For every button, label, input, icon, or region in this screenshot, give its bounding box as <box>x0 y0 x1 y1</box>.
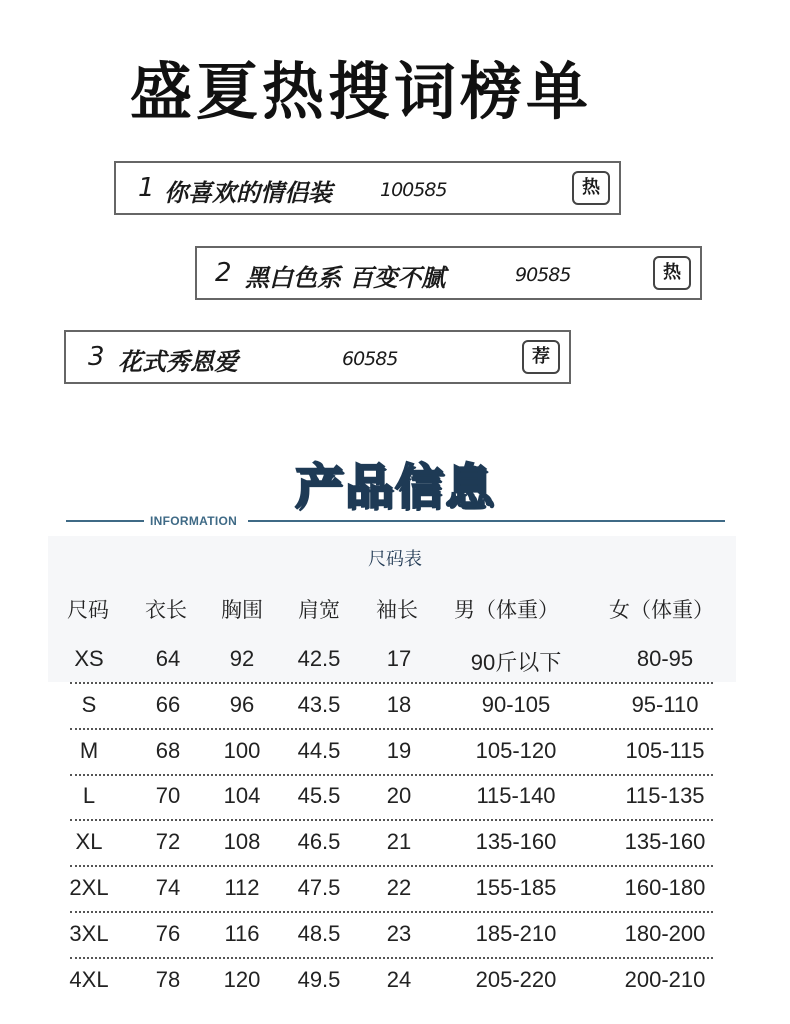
cell-size: 4XL <box>69 966 109 992</box>
cell-length: 76 <box>155 920 181 946</box>
cell-sleeve: 17 <box>386 646 412 671</box>
rank-number: 2 <box>215 258 232 288</box>
col-header-female-weight: 女（体重） <box>609 598 714 622</box>
rank-keyword: 你喜欢的情侣装 <box>164 179 332 207</box>
cell-shoulder: 44.5 <box>297 737 341 763</box>
cell-sleeve: 19 <box>386 737 412 763</box>
table-caption: 尺码表 <box>368 549 422 570</box>
cell-shoulder: 47.5 <box>297 875 341 900</box>
table-row <box>0 967 790 1013</box>
rank-keyword: 黑白色系 百变不腻 <box>245 264 446 292</box>
cell-male-weight: 90-105 <box>481 691 551 717</box>
col-header-length: 衣长 <box>145 598 187 622</box>
cell-size: 2XL <box>69 875 109 900</box>
cell-male-weight: 115-140 <box>476 783 556 809</box>
table-row <box>0 783 790 829</box>
cell-sleeve: 18 <box>386 691 412 717</box>
cell-male-weight: 205-220 <box>475 966 557 992</box>
rank-count: 100585 <box>380 179 447 201</box>
row-divider <box>70 957 713 959</box>
cell-male-weight: 155-185 <box>475 875 557 900</box>
cell-sleeve: 23 <box>386 920 412 946</box>
hot-tag-badge: 热 <box>572 171 610 205</box>
row-divider <box>70 682 713 684</box>
cell-chest: 120 <box>223 966 261 992</box>
cell-size: 3XL <box>69 920 109 946</box>
cell-size: S <box>81 691 97 717</box>
cell-sleeve: 20 <box>386 783 412 809</box>
rank-count: 90585 <box>515 264 571 286</box>
rank-number: 3 <box>88 342 105 372</box>
cell-female-weight: 180-200 <box>624 920 706 946</box>
page-title: 盛夏热搜词榜单 <box>130 55 593 128</box>
rank-count: 60585 <box>342 348 398 370</box>
col-header-male-weight: 男（体重） <box>454 598 559 622</box>
table-row <box>0 875 790 921</box>
row-divider <box>70 728 713 730</box>
cell-length: 72 <box>155 829 181 855</box>
row-divider <box>70 819 713 821</box>
cell-length: 74 <box>155 875 181 900</box>
hot-tag-badge: 热 <box>653 256 691 290</box>
cell-shoulder: 48.5 <box>297 920 341 946</box>
cell-male-weight: 90斤以下 <box>470 650 562 675</box>
cell-chest: 112 <box>224 875 260 900</box>
cell-shoulder: 42.5 <box>297 646 341 671</box>
cell-female-weight: 160-180 <box>624 875 706 900</box>
divider-left <box>66 520 144 522</box>
cell-chest: 96 <box>229 691 255 717</box>
table-row <box>0 692 790 738</box>
ranking-item-2 <box>195 246 702 300</box>
cell-size: L <box>82 783 96 809</box>
cell-chest: 104 <box>223 783 261 809</box>
col-header-size: 尺码 <box>67 598 109 622</box>
cell-shoulder: 45.5 <box>297 783 341 809</box>
rank-keyword: 花式秀恩爱 <box>118 348 238 376</box>
cell-size: XL <box>75 829 103 855</box>
col-header-sleeve: 袖长 <box>376 598 418 622</box>
cell-female-weight: 80-95 <box>636 646 694 671</box>
cell-female-weight: 105-115 <box>625 737 705 763</box>
cell-female-weight: 200-210 <box>624 966 706 992</box>
cell-chest: 100 <box>223 737 261 763</box>
table-row <box>0 738 790 784</box>
cell-sleeve: 24 <box>386 966 412 992</box>
cell-shoulder: 43.5 <box>297 691 341 717</box>
col-header-shoulder: 肩宽 <box>298 598 340 622</box>
cell-length: 68 <box>155 737 181 763</box>
cell-sleeve: 21 <box>386 829 412 855</box>
cell-male-weight: 135-160 <box>475 829 557 855</box>
row-divider <box>70 865 713 867</box>
cell-chest: 108 <box>223 829 261 855</box>
section-subtitle: INFORMATION <box>150 514 238 528</box>
cell-shoulder: 46.5 <box>297 829 341 855</box>
cell-chest: 116 <box>224 920 260 946</box>
rank-number: 1 <box>138 173 155 203</box>
col-header-chest: 胸围 <box>221 598 263 622</box>
row-divider <box>70 774 713 776</box>
cell-size: XS <box>74 646 104 671</box>
cell-sleeve: 22 <box>386 875 412 900</box>
table-row <box>0 921 790 967</box>
cell-length: 70 <box>155 783 181 809</box>
row-divider <box>70 911 713 913</box>
recommend-tag-badge: 荐 <box>522 340 560 374</box>
cell-male-weight: 105-120 <box>475 737 557 763</box>
table-row <box>0 646 790 692</box>
cell-chest: 92 <box>229 646 255 671</box>
ranking-item-1 <box>114 161 621 215</box>
ranking-item-3 <box>64 330 571 384</box>
cell-male-weight: 185-210 <box>475 920 557 946</box>
divider-right <box>248 520 725 522</box>
cell-size: M <box>79 737 99 763</box>
cell-female-weight: 95-110 <box>631 691 699 717</box>
section-title: 产品信息 <box>294 459 495 515</box>
cell-shoulder: 49.5 <box>297 966 341 992</box>
table-row <box>0 829 790 875</box>
cell-length: 64 <box>155 646 181 671</box>
cell-female-weight: 115-135 <box>625 783 705 809</box>
cell-female-weight: 135-160 <box>624 829 706 855</box>
cell-length: 66 <box>155 691 181 717</box>
cell-length: 78 <box>155 966 181 992</box>
